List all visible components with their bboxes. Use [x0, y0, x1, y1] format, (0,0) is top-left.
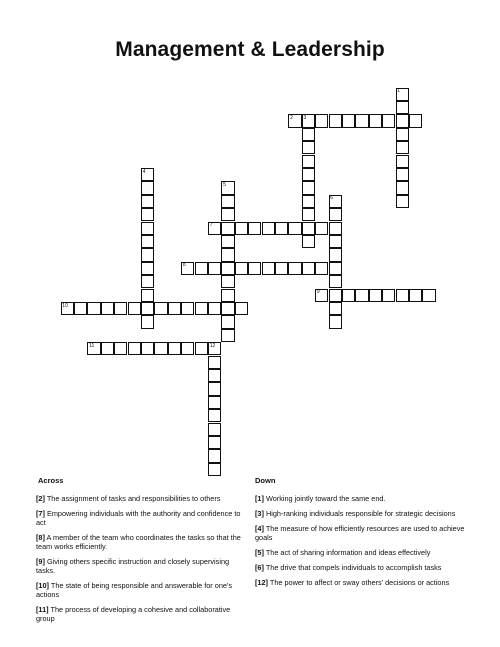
grid-cell[interactable] [221, 208, 234, 221]
grid-cell[interactable] [221, 195, 234, 208]
grid-cell[interactable] [208, 409, 221, 422]
grid-cell[interactable] [221, 262, 234, 275]
grid-cell[interactable] [329, 302, 342, 315]
grid-cell[interactable] [141, 342, 154, 355]
grid-cell[interactable] [221, 235, 234, 248]
grid-cell[interactable] [128, 302, 141, 315]
grid-cell[interactable] [87, 302, 100, 315]
grid-cell[interactable] [302, 155, 315, 168]
grid-cell[interactable] [141, 302, 154, 315]
grid-cell[interactable] [396, 114, 409, 127]
grid-cell[interactable] [154, 302, 167, 315]
grid-cell[interactable] [195, 342, 208, 355]
across-heading: Across [38, 476, 64, 485]
grid-cell[interactable] [315, 262, 328, 275]
grid-cell[interactable] [168, 342, 181, 355]
grid-cell[interactable] [195, 302, 208, 315]
grid-cell[interactable] [235, 302, 248, 315]
across-clue: [10] The state of being responsible and answerable for one's actions [36, 581, 232, 599]
puzzle-title: Management & Leadership [115, 38, 385, 61]
grid-cell[interactable] [396, 101, 409, 114]
grid-cell[interactable] [248, 262, 261, 275]
grid-cell[interactable] [382, 289, 395, 302]
grid-cell[interactable] [329, 235, 342, 248]
grid-cell[interactable] [235, 262, 248, 275]
grid-cell[interactable] [208, 369, 221, 382]
grid-cell[interactable] [168, 302, 181, 315]
grid-cell[interactable] [342, 289, 355, 302]
grid-cell[interactable] [396, 168, 409, 181]
grid-cell[interactable] [262, 262, 275, 275]
grid-cell[interactable] [208, 302, 221, 315]
grid-cell[interactable] [409, 289, 422, 302]
grid-cell[interactable] [221, 248, 234, 261]
grid-cell[interactable] [355, 114, 368, 127]
grid-cell[interactable] [288, 262, 301, 275]
clue-number: 3 [303, 114, 307, 121]
grid-cell[interactable] [302, 168, 315, 181]
clue-number: 10 [62, 302, 68, 309]
grid-cell[interactable] [141, 208, 154, 221]
grid-cell[interactable] [409, 114, 422, 127]
grid-cell[interactable] [221, 329, 234, 342]
down-clue-list [255, 494, 465, 593]
grid-cell[interactable] [141, 222, 154, 235]
grid-cell[interactable] [302, 141, 315, 154]
grid-cell[interactable] [221, 289, 234, 302]
grid-cell[interactable] [74, 302, 87, 315]
grid-cell[interactable] [181, 342, 194, 355]
grid-cell[interactable] [221, 315, 234, 328]
clue-number: 6 [330, 195, 334, 202]
grid-cell[interactable] [114, 342, 127, 355]
across-clue: [9] Giving others specific instruction and closely supervising tasks. [36, 557, 230, 575]
grid-cell[interactable] [208, 382, 221, 395]
grid-cell[interactable] [208, 396, 221, 409]
grid-cell[interactable] [128, 342, 141, 355]
grid-cell[interactable] [208, 356, 221, 369]
grid-cell[interactable] [141, 262, 154, 275]
grid-cell[interactable] [141, 181, 154, 194]
grid-cell[interactable] [329, 248, 342, 261]
grid-cell[interactable] [195, 262, 208, 275]
grid-cell[interactable] [422, 289, 435, 302]
clue-number: 12 [209, 342, 216, 349]
grid-cell[interactable] [248, 222, 261, 235]
grid-cell[interactable] [262, 222, 275, 235]
grid-cell[interactable] [396, 128, 409, 141]
down-clue: [4] The measure of how efficiently resources are used to achieve goals [255, 524, 465, 542]
clue-number: 2 [290, 114, 293, 121]
clue-number: 4 [142, 168, 146, 175]
clue-number: 11 [89, 342, 95, 349]
grid-cell[interactable] [342, 114, 355, 127]
grid-cell[interactable] [141, 275, 154, 288]
grid-cell[interactable] [275, 222, 288, 235]
grid-cell[interactable] [396, 155, 409, 168]
grid-cell[interactable] [141, 248, 154, 261]
grid-cell[interactable] [141, 195, 154, 208]
grid-cell[interactable] [302, 235, 315, 248]
grid-cell[interactable] [302, 195, 315, 208]
grid-cell[interactable] [141, 235, 154, 248]
grid-cell[interactable] [208, 449, 221, 462]
down-clue: [3] High-ranking individuals responsible for strategic decisions [255, 509, 456, 518]
across-clue: [7] Empowering individuals with the authority and confidence to act [36, 509, 241, 527]
across-clue: [8] A member of the team who coordinates the tasks so that the team works efficiently. [36, 533, 241, 551]
grid-cell[interactable] [221, 275, 234, 288]
across-clue-list [36, 494, 246, 629]
grid-cell[interactable] [181, 302, 194, 315]
grid-cell[interactable] [141, 315, 154, 328]
across-clue: [11] The process of developing a cohesive and collaborative group [36, 605, 231, 623]
grid-cell[interactable] [101, 342, 114, 355]
grid-cell[interactable] [396, 289, 409, 302]
grid-cell[interactable] [302, 181, 315, 194]
grid-cell[interactable] [221, 302, 234, 315]
grid-cell[interactable] [315, 114, 328, 127]
clue-number: 8 [182, 262, 186, 269]
grid-cell[interactable] [369, 114, 382, 127]
grid-cell[interactable] [114, 302, 127, 315]
grid-cell[interactable] [141, 289, 154, 302]
grid-cell[interactable] [329, 222, 342, 235]
grid-cell[interactable] [302, 262, 315, 275]
grid-cell[interactable] [329, 275, 342, 288]
grid-cell[interactable] [315, 222, 328, 235]
clue-number: 1 [397, 88, 401, 95]
down-clue: [5] The act of sharing information and ideas effectively [255, 548, 431, 557]
grid-cell[interactable] [154, 342, 167, 355]
grid-cell[interactable] [302, 222, 315, 235]
grid-cell[interactable] [355, 289, 368, 302]
grid-cell[interactable] [329, 208, 342, 221]
clue-number: 7 [209, 222, 213, 229]
grid-cell[interactable] [275, 262, 288, 275]
grid-cell[interactable] [235, 222, 248, 235]
grid-cell[interactable] [221, 222, 234, 235]
grid-cell[interactable] [302, 208, 315, 221]
grid-cell[interactable] [396, 141, 409, 154]
down-clue: [1] Working jointly toward the same end. [255, 494, 386, 503]
clue-number: 5 [223, 181, 226, 188]
grid-cell[interactable] [329, 114, 342, 127]
across-clue: [2] The assignment of tasks and responsibilities to others [36, 494, 221, 503]
grid-cell[interactable] [329, 315, 342, 328]
grid-cell[interactable] [208, 436, 221, 449]
grid-cell[interactable] [329, 262, 342, 275]
grid-cell[interactable] [329, 289, 342, 302]
grid-cell[interactable] [101, 302, 114, 315]
grid-cell[interactable] [382, 114, 395, 127]
clue-number: 9 [316, 289, 320, 296]
grid-cell[interactable] [288, 222, 301, 235]
grid-cell[interactable] [396, 195, 409, 208]
grid-cell[interactable] [208, 423, 221, 436]
down-clue: [12] The power to affect or sway others' decisions or actions [255, 578, 450, 587]
grid-cell[interactable] [396, 181, 409, 194]
grid-cell[interactable] [302, 128, 315, 141]
grid-cell[interactable] [208, 262, 221, 275]
down-clue: [6] The drive that compels individuals to accomplish tasks [255, 563, 442, 572]
grid-cell[interactable] [208, 463, 221, 476]
down-heading: Down [255, 476, 276, 485]
grid-cell[interactable] [369, 289, 382, 302]
